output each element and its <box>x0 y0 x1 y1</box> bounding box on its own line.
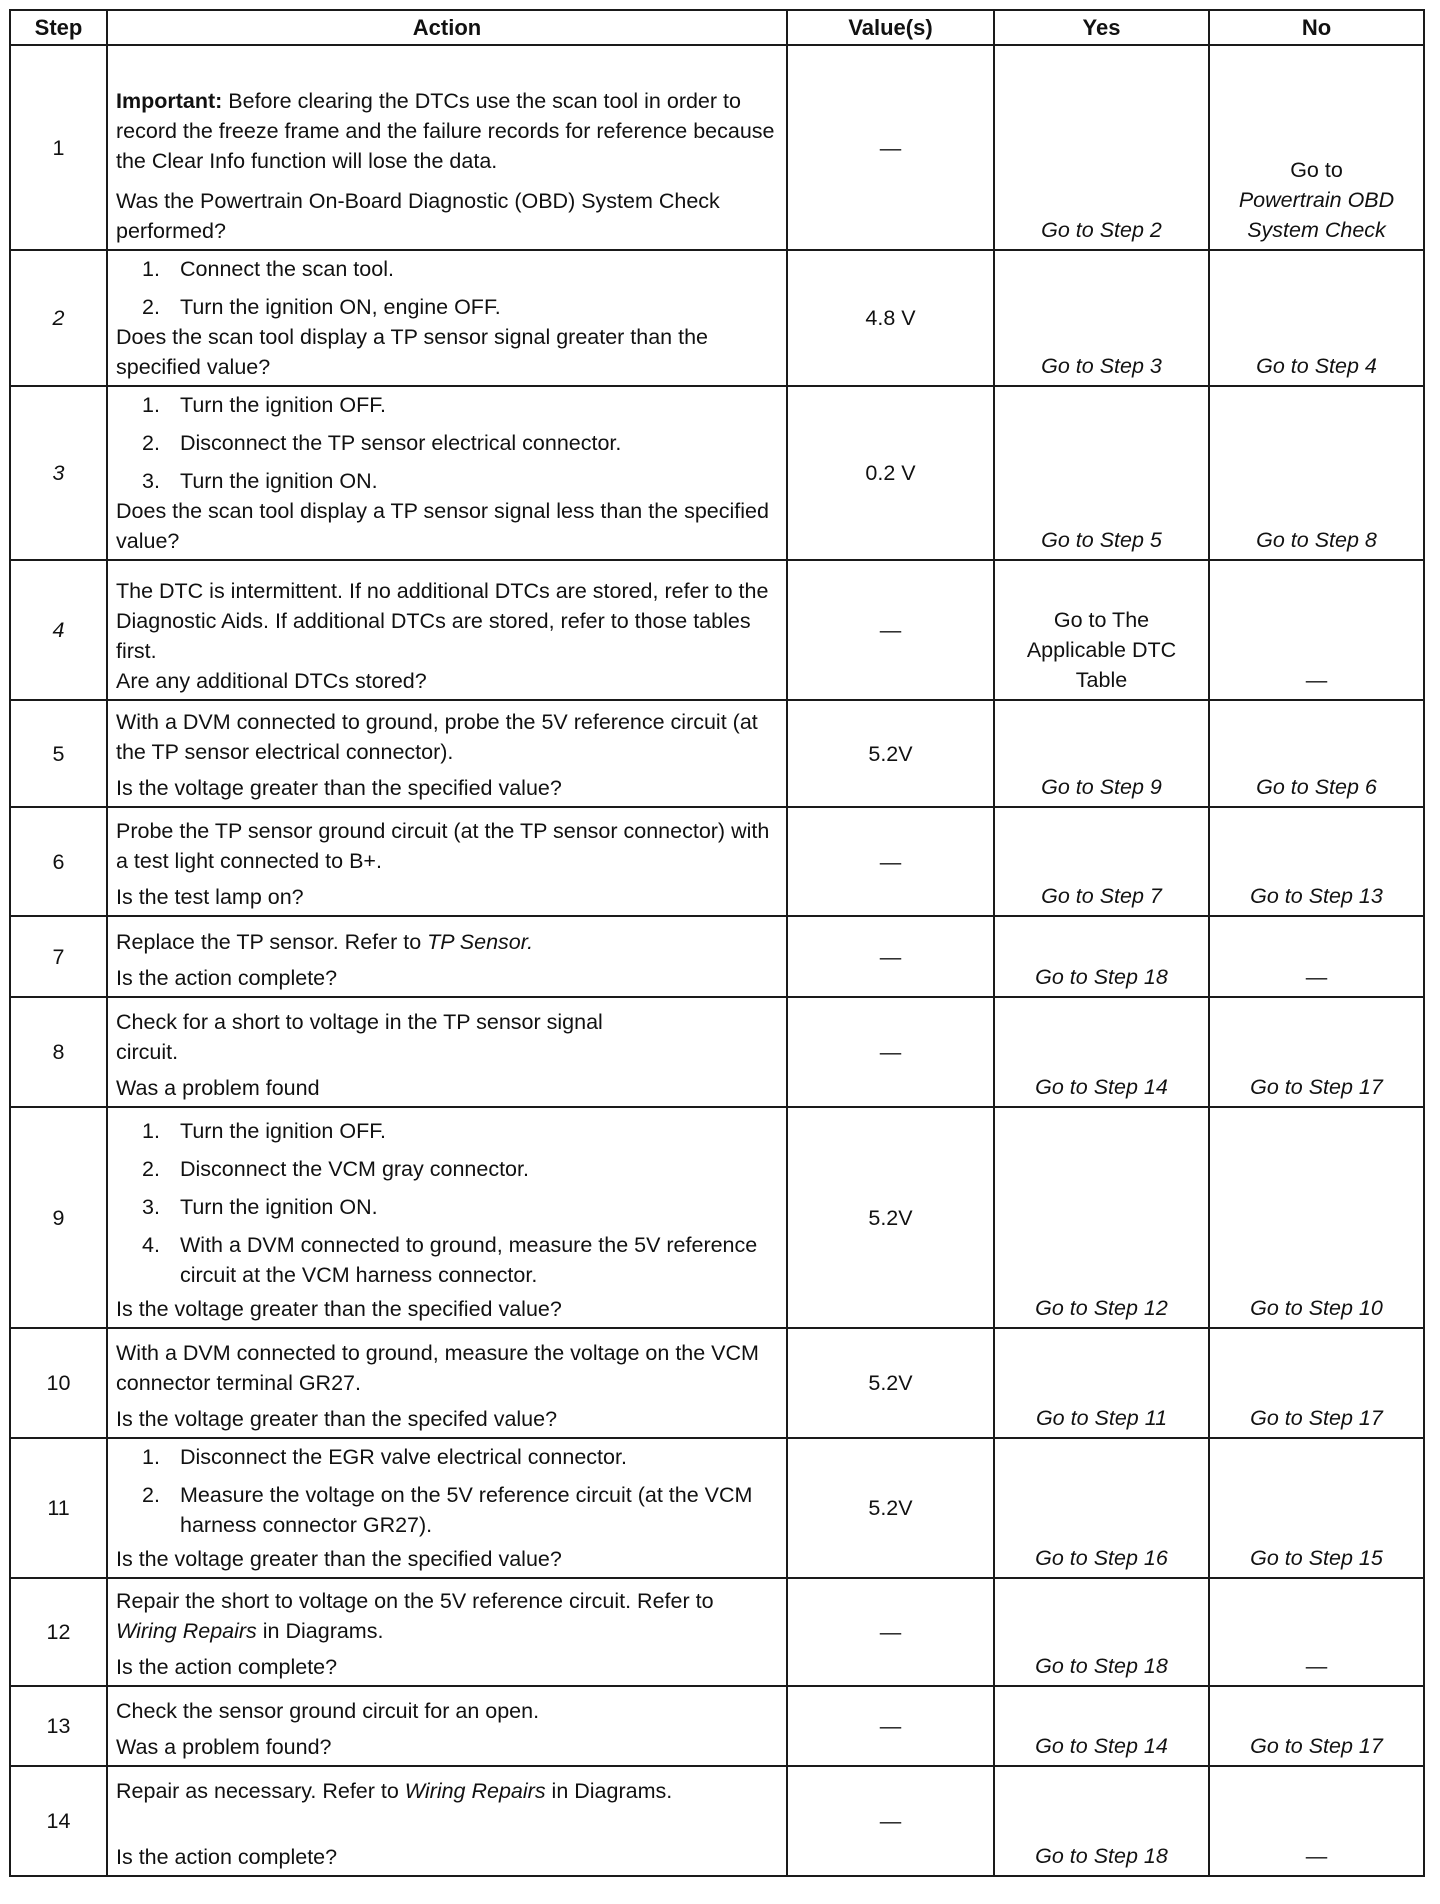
action-cell <box>107 807 787 916</box>
step-number: 5 <box>10 700 107 807</box>
value-cell: 5.2V <box>787 1107 994 1328</box>
action-steps <box>116 254 776 322</box>
no-link[interactable]: Go to Step 17 <box>1209 1328 1424 1438</box>
action-cell <box>107 1107 787 1328</box>
value-cell: — <box>787 1578 994 1686</box>
action-cell <box>107 1766 787 1876</box>
header-row <box>10 10 1424 45</box>
action-question: Does the scan tool display a TP sensor signal less than the specified value? <box>116 499 769 553</box>
action-step: 2. Measure the voltage on the 5V reference circuit (at the VCM harness connector GR27). <box>142 1483 753 1537</box>
table-row <box>10 807 1424 916</box>
action-cell <box>107 560 787 700</box>
wiring-repairs-link[interactable]: Wiring Repairs <box>116 1619 257 1643</box>
action-step: 4. With a DVM connected to ground, measure the 5V reference circuit at the VCM harness connector. <box>142 1233 758 1287</box>
action-question: Are any additional DTCs stored? <box>116 669 427 693</box>
no-link[interactable]: Go to Step 17 <box>1209 1686 1424 1766</box>
header-yes: Yes <box>994 10 1209 45</box>
step-number: 8 <box>10 997 107 1107</box>
no-cell: — <box>1209 560 1424 700</box>
diagnostic-table-page <box>9 9 1425 1877</box>
yes-link[interactable]: Go to Step 2 <box>994 45 1209 250</box>
step-number: 11 <box>10 1438 107 1578</box>
no-link[interactable]: Go to Step 10 <box>1209 1107 1424 1328</box>
action-question: Does the scan tool display a TP sensor signal greater than the specified value? <box>116 325 709 379</box>
no-link[interactable]: Go to Step 15 <box>1209 1438 1424 1578</box>
action-question: Was a problem found <box>116 1076 320 1100</box>
table-row <box>10 560 1424 700</box>
step-number: 4 <box>10 560 107 700</box>
step-number: 2 <box>10 250 107 386</box>
yes-link[interactable]: Go to Step 16 <box>994 1438 1209 1578</box>
action-step: 2. Turn the ignition ON, engine OFF. <box>142 295 501 319</box>
value-cell: — <box>787 997 994 1107</box>
table-row <box>10 700 1424 807</box>
action-question: Is the test lamp on? <box>116 885 304 909</box>
no-link[interactable]: Go to Step 4 <box>1209 250 1424 386</box>
value-cell: — <box>787 1686 994 1766</box>
yes-link[interactable]: Go to Step 12 <box>994 1107 1209 1328</box>
action-step: 2. Disconnect the VCM gray connector. <box>142 1157 529 1181</box>
action-cell <box>107 386 787 560</box>
action-question: Is the voltage greater than the specifed value? <box>116 1407 558 1431</box>
yes-link[interactable]: Go to Step 18 <box>994 1578 1209 1686</box>
action-question: Is the voltage greater than the specified value? <box>116 776 562 800</box>
step-number: 14 <box>10 1766 107 1876</box>
yes-link[interactable]: Go to Step 5 <box>994 386 1209 560</box>
action-steps <box>116 390 776 496</box>
step-number: 13 <box>10 1686 107 1766</box>
table-row <box>10 916 1424 997</box>
action-question: Is the voltage greater than the specified value? <box>116 1297 562 1321</box>
yes-link[interactable]: Go to Step 3 <box>994 250 1209 386</box>
tp-sensor-link[interactable]: TP Sensor. <box>427 930 534 954</box>
value-cell: — <box>787 560 994 700</box>
action-step: 2. Disconnect the TP sensor electrical connector. <box>142 431 622 455</box>
step-number: 9 <box>10 1107 107 1328</box>
action-question: Is the action complete? <box>116 966 338 990</box>
yes-link[interactable]: Go to Step 18 <box>994 1766 1209 1876</box>
no-link[interactable]: Go to Step 6 <box>1209 700 1424 807</box>
table-row <box>10 1766 1424 1876</box>
action-cell <box>107 997 787 1107</box>
header-no: No <box>1209 10 1424 45</box>
action-text: Replace the TP sensor. Refer to TP Sensor. <box>116 930 534 954</box>
table-row <box>10 997 1424 1107</box>
step-number: 6 <box>10 807 107 916</box>
action-question: Was a problem found? <box>116 1735 332 1759</box>
action-question: Is the action complete? <box>116 1845 338 1869</box>
no-cell <box>1209 45 1424 250</box>
table-row <box>10 1328 1424 1438</box>
action-text: With a DVM connected to ground, probe the 5V reference circuit (at the TP sensor electrical connector). <box>116 710 758 764</box>
wiring-repairs-link[interactable]: Wiring Repairs <box>404 1779 546 1803</box>
action-text: Repair the short to voltage on the 5V reference circuit. Refer to Wiring Repairs in Diagrams. <box>116 1589 714 1643</box>
yes-link[interactable]: Go to Step 11 <box>994 1328 1209 1438</box>
action-question: Is the action complete? <box>116 1655 338 1679</box>
header-values: Value(s) <box>787 10 994 45</box>
action-question: Was the Powertrain On-Board Diagnostic (OBD) System Check performed? <box>116 189 720 243</box>
no-cell: — <box>1209 916 1424 997</box>
step-number: 12 <box>10 1578 107 1686</box>
action-cell <box>107 700 787 807</box>
action-step: 3. Turn the ignition ON. <box>142 469 378 493</box>
action-text: Repair as necessary. Refer to Wiring Repairs in Diagrams. <box>116 1779 673 1803</box>
value-cell: — <box>787 807 994 916</box>
header-step: Step <box>10 10 107 45</box>
action-cell <box>107 1578 787 1686</box>
diagnostic-table <box>9 9 1425 1877</box>
yes-link[interactable]: Go to The Applicable DTC Table <box>994 560 1209 700</box>
action-text: With a DVM connected to ground, measure the voltage on the VCM connector terminal GR27. <box>116 1341 759 1395</box>
yes-link[interactable]: Go to Step 9 <box>994 700 1209 807</box>
header-action: Action <box>107 10 787 45</box>
value-cell: 5.2V <box>787 700 994 807</box>
action-cell <box>107 1328 787 1438</box>
action-steps <box>116 1116 776 1290</box>
no-link[interactable]: Powertrain OBD System Check <box>1238 188 1395 242</box>
value-cell: — <box>787 916 994 997</box>
no-link[interactable]: Go to Step 13 <box>1209 807 1424 916</box>
action-cell <box>107 250 787 386</box>
no-cell: — <box>1209 1766 1424 1876</box>
yes-link[interactable]: Go to Step 18 <box>994 916 1209 997</box>
action-text: The DTC is intermittent. If no additional DTCs are stored, refer to the Diagnostic Aids. If additional DTCs are stored, refer to those tables first. <box>116 579 769 663</box>
action-question: Is the voltage greater than the specified value? <box>116 1547 562 1571</box>
important-note <box>116 86 776 176</box>
action-step: 3. Turn the ignition ON. <box>142 1195 378 1219</box>
action-text: Probe the TP sensor ground circuit (at the TP sensor connector) with a test light connected to B+. <box>116 819 770 873</box>
step-number: 1 <box>10 45 107 250</box>
action-text: Check for a short to voltage in the TP sensor signal circuit. <box>116 1010 603 1064</box>
important-text: Before clearing the DTCs use the scan tool in order to record the freeze frame and the failure records for reference because the Clear Info function will lose the data. <box>116 89 775 173</box>
action-cell <box>107 45 787 250</box>
no-link[interactable]: Go to Step 8 <box>1209 386 1424 560</box>
value-cell: 0.2 V <box>787 386 994 560</box>
action-cell <box>107 1438 787 1578</box>
action-step: 1. Turn the ignition OFF. <box>142 1119 386 1143</box>
action-step: 1. Turn the ignition OFF. <box>142 393 386 417</box>
action-cell <box>107 916 787 997</box>
yes-link[interactable]: Go to Step 14 <box>994 997 1209 1107</box>
action-text: Check the sensor ground circuit for an open. <box>116 1699 540 1723</box>
step-number: 10 <box>10 1328 107 1438</box>
step-number: 7 <box>10 916 107 997</box>
table-row <box>10 386 1424 560</box>
step-number: 3 <box>10 386 107 560</box>
value-cell: — <box>787 1766 994 1876</box>
action-cell <box>107 1686 787 1766</box>
table-row <box>10 1107 1424 1328</box>
table-row <box>10 1686 1424 1766</box>
value-cell: 5.2V <box>787 1328 994 1438</box>
value-cell: 5.2V <box>787 1438 994 1578</box>
no-cell: — <box>1209 1578 1424 1686</box>
yes-link[interactable]: Go to Step 14 <box>994 1686 1209 1766</box>
action-step: 1. Connect the scan tool. <box>142 257 394 281</box>
important-label: Important: <box>116 89 223 113</box>
action-step: 1. Disconnect the EGR valve electrical connector. <box>142 1445 627 1469</box>
table-row <box>10 1438 1424 1578</box>
no-link[interactable]: Go to Step 17 <box>1209 997 1424 1107</box>
no-prefix: Go to <box>1290 158 1343 182</box>
table-row <box>10 250 1424 386</box>
table-row <box>10 1578 1424 1686</box>
yes-link[interactable]: Go to Step 7 <box>994 807 1209 916</box>
value-cell: 4.8 V <box>787 250 994 386</box>
table-row <box>10 45 1424 250</box>
value-cell: — <box>787 45 994 250</box>
action-steps <box>116 1442 776 1540</box>
